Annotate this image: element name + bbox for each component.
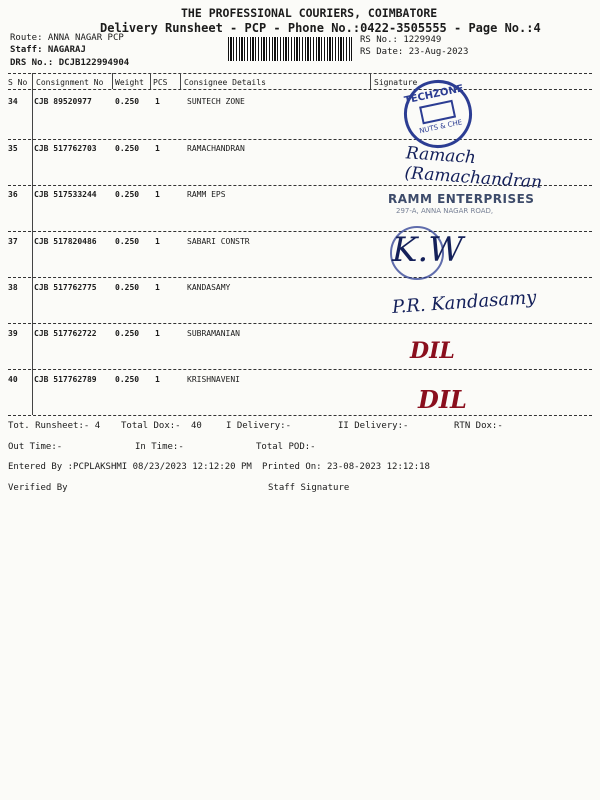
row-pcs: 1 <box>155 97 160 106</box>
row-consignment: CJB 517762789 <box>34 375 97 384</box>
ramm-address-stamp: 297-A, ANNA NAGAR ROAD, <box>396 207 494 215</box>
row-sno: 38 <box>8 283 18 292</box>
row-divider <box>8 415 592 416</box>
column-separator <box>32 73 33 89</box>
col-header-signature: Signature <box>374 78 418 87</box>
row-sno: 35 <box>8 144 18 153</box>
row-weight: 0.250 <box>115 329 140 338</box>
row-weight: 0.250 <box>115 237 140 246</box>
col-header-sno: S No <box>8 78 28 87</box>
out-time-label: Out Time:- <box>8 442 63 452</box>
row-consignment: CJB 517762775 <box>34 283 97 292</box>
ramm-enterprises-stamp: RAMM ENTERPRISES <box>388 192 535 206</box>
verified-by: Verified By <box>8 483 68 493</box>
col-header-consignee: Consignee Details <box>184 78 266 87</box>
column-separator <box>32 89 33 139</box>
col-header-consignment: Consignment No <box>36 78 104 87</box>
row-consignment: CJB 89520977 <box>34 97 92 106</box>
staff-signature: Staff Signature <box>268 483 350 493</box>
ii-delivery-label: II Delivery:- <box>338 421 409 431</box>
column-separator <box>32 185 33 231</box>
entered-by: Entered By :PCPLAKSHMI 08/23/2023 12:12:20 PM <box>8 462 252 472</box>
column-separator <box>112 73 113 89</box>
row-sno: 40 <box>8 375 18 384</box>
row-consignee: KRISHNAVENI <box>187 375 240 384</box>
row-weight: 0.250 <box>115 190 140 199</box>
row-consignee: RAMM EPS <box>187 190 226 199</box>
column-separator <box>32 277 33 323</box>
column-separator <box>370 73 371 89</box>
barcode-image <box>228 37 352 61</box>
total-dox-value: 40 <box>191 421 202 431</box>
row-divider <box>8 323 592 324</box>
divider <box>8 73 592 74</box>
in-time-label: In Time:- <box>135 442 184 452</box>
handwritten-signature-ramachandran: Ramach (Ramachandran <box>403 143 543 193</box>
row-pcs: 1 <box>155 190 160 199</box>
i-delivery-label: I Delivery:- <box>226 421 292 431</box>
row-consignment: CJB 517820486 <box>34 237 97 246</box>
rs-number: RS No.: 1229949 <box>360 35 442 45</box>
dil-mark-row39: DIL <box>410 338 455 364</box>
row-sno: 39 <box>8 329 18 338</box>
staff-label: Staff: NAGARAJ <box>10 45 86 55</box>
row-divider <box>8 139 592 140</box>
column-separator <box>32 323 33 369</box>
column-separator <box>32 369 33 415</box>
row-pcs: 1 <box>155 144 160 153</box>
handwritten-signature-sabari: K.W <box>392 230 464 270</box>
rs-date: RS Date: 23-Aug-2023 <box>360 47 469 57</box>
row-pcs: 1 <box>155 283 160 292</box>
row-weight: 0.250 <box>115 375 140 384</box>
route-label: Route: ANNA NAGAR PCP <box>10 33 124 43</box>
handwritten-signature-kandasamy: P.R. Kandasamy <box>391 286 537 319</box>
row-sno: 34 <box>8 97 18 106</box>
row-sno: 36 <box>8 190 18 199</box>
dil-mark-row40: DIL <box>418 385 467 414</box>
runsheet-title: Delivery Runsheet - PCP - Phone No.:0422-3505555 - Page No.:4 <box>100 21 541 35</box>
rtn-dox-label: RTN Dox:- <box>454 421 503 431</box>
row-sno: 37 <box>8 237 18 246</box>
col-header-weight: Weight <box>115 78 144 87</box>
column-separator <box>32 139 33 185</box>
row-consignee: SUNTECH ZONE <box>187 97 245 106</box>
total-pod-label: Total POD:- <box>256 442 316 452</box>
column-separator <box>32 231 33 277</box>
total-runsheet: Tot. Runsheet:- 4 <box>8 421 101 431</box>
row-pcs: 1 <box>155 237 160 246</box>
printed-on: Printed On: 23-08-2023 12:12:18 <box>262 462 430 472</box>
row-divider <box>8 277 592 278</box>
row-consignee: SABARI CONSTR <box>187 237 250 246</box>
row-divider <box>8 231 592 232</box>
row-consignment: CJB 517762722 <box>34 329 97 338</box>
divider <box>8 89 592 90</box>
company-name: THE PROFESSIONAL COURIERS, COIMBATORE <box>181 6 438 20</box>
row-pcs: 1 <box>155 375 160 384</box>
row-weight: 0.250 <box>115 97 140 106</box>
row-consignee: SUBRAMANIAN <box>187 329 240 338</box>
row-consignment: CJB 517533244 <box>34 190 97 199</box>
column-separator <box>180 73 181 89</box>
techzone-round-stamp: TECHZONE NUTS & CHE <box>398 74 479 155</box>
row-pcs: 1 <box>155 329 160 338</box>
col-header-pcs: PCS <box>153 78 168 87</box>
row-consignee: RAMACHANDRAN <box>187 144 245 153</box>
row-divider <box>8 369 592 370</box>
row-consignee: KANDASAMY <box>187 283 231 292</box>
row-weight: 0.250 <box>115 144 140 153</box>
column-separator <box>150 73 151 89</box>
drs-number: DRS No.: DCJB122994904 <box>10 58 130 68</box>
total-dox-label: Total Dox:- <box>121 421 181 431</box>
row-weight: 0.250 <box>115 283 140 292</box>
row-consignment: CJB 517762703 <box>34 144 97 153</box>
